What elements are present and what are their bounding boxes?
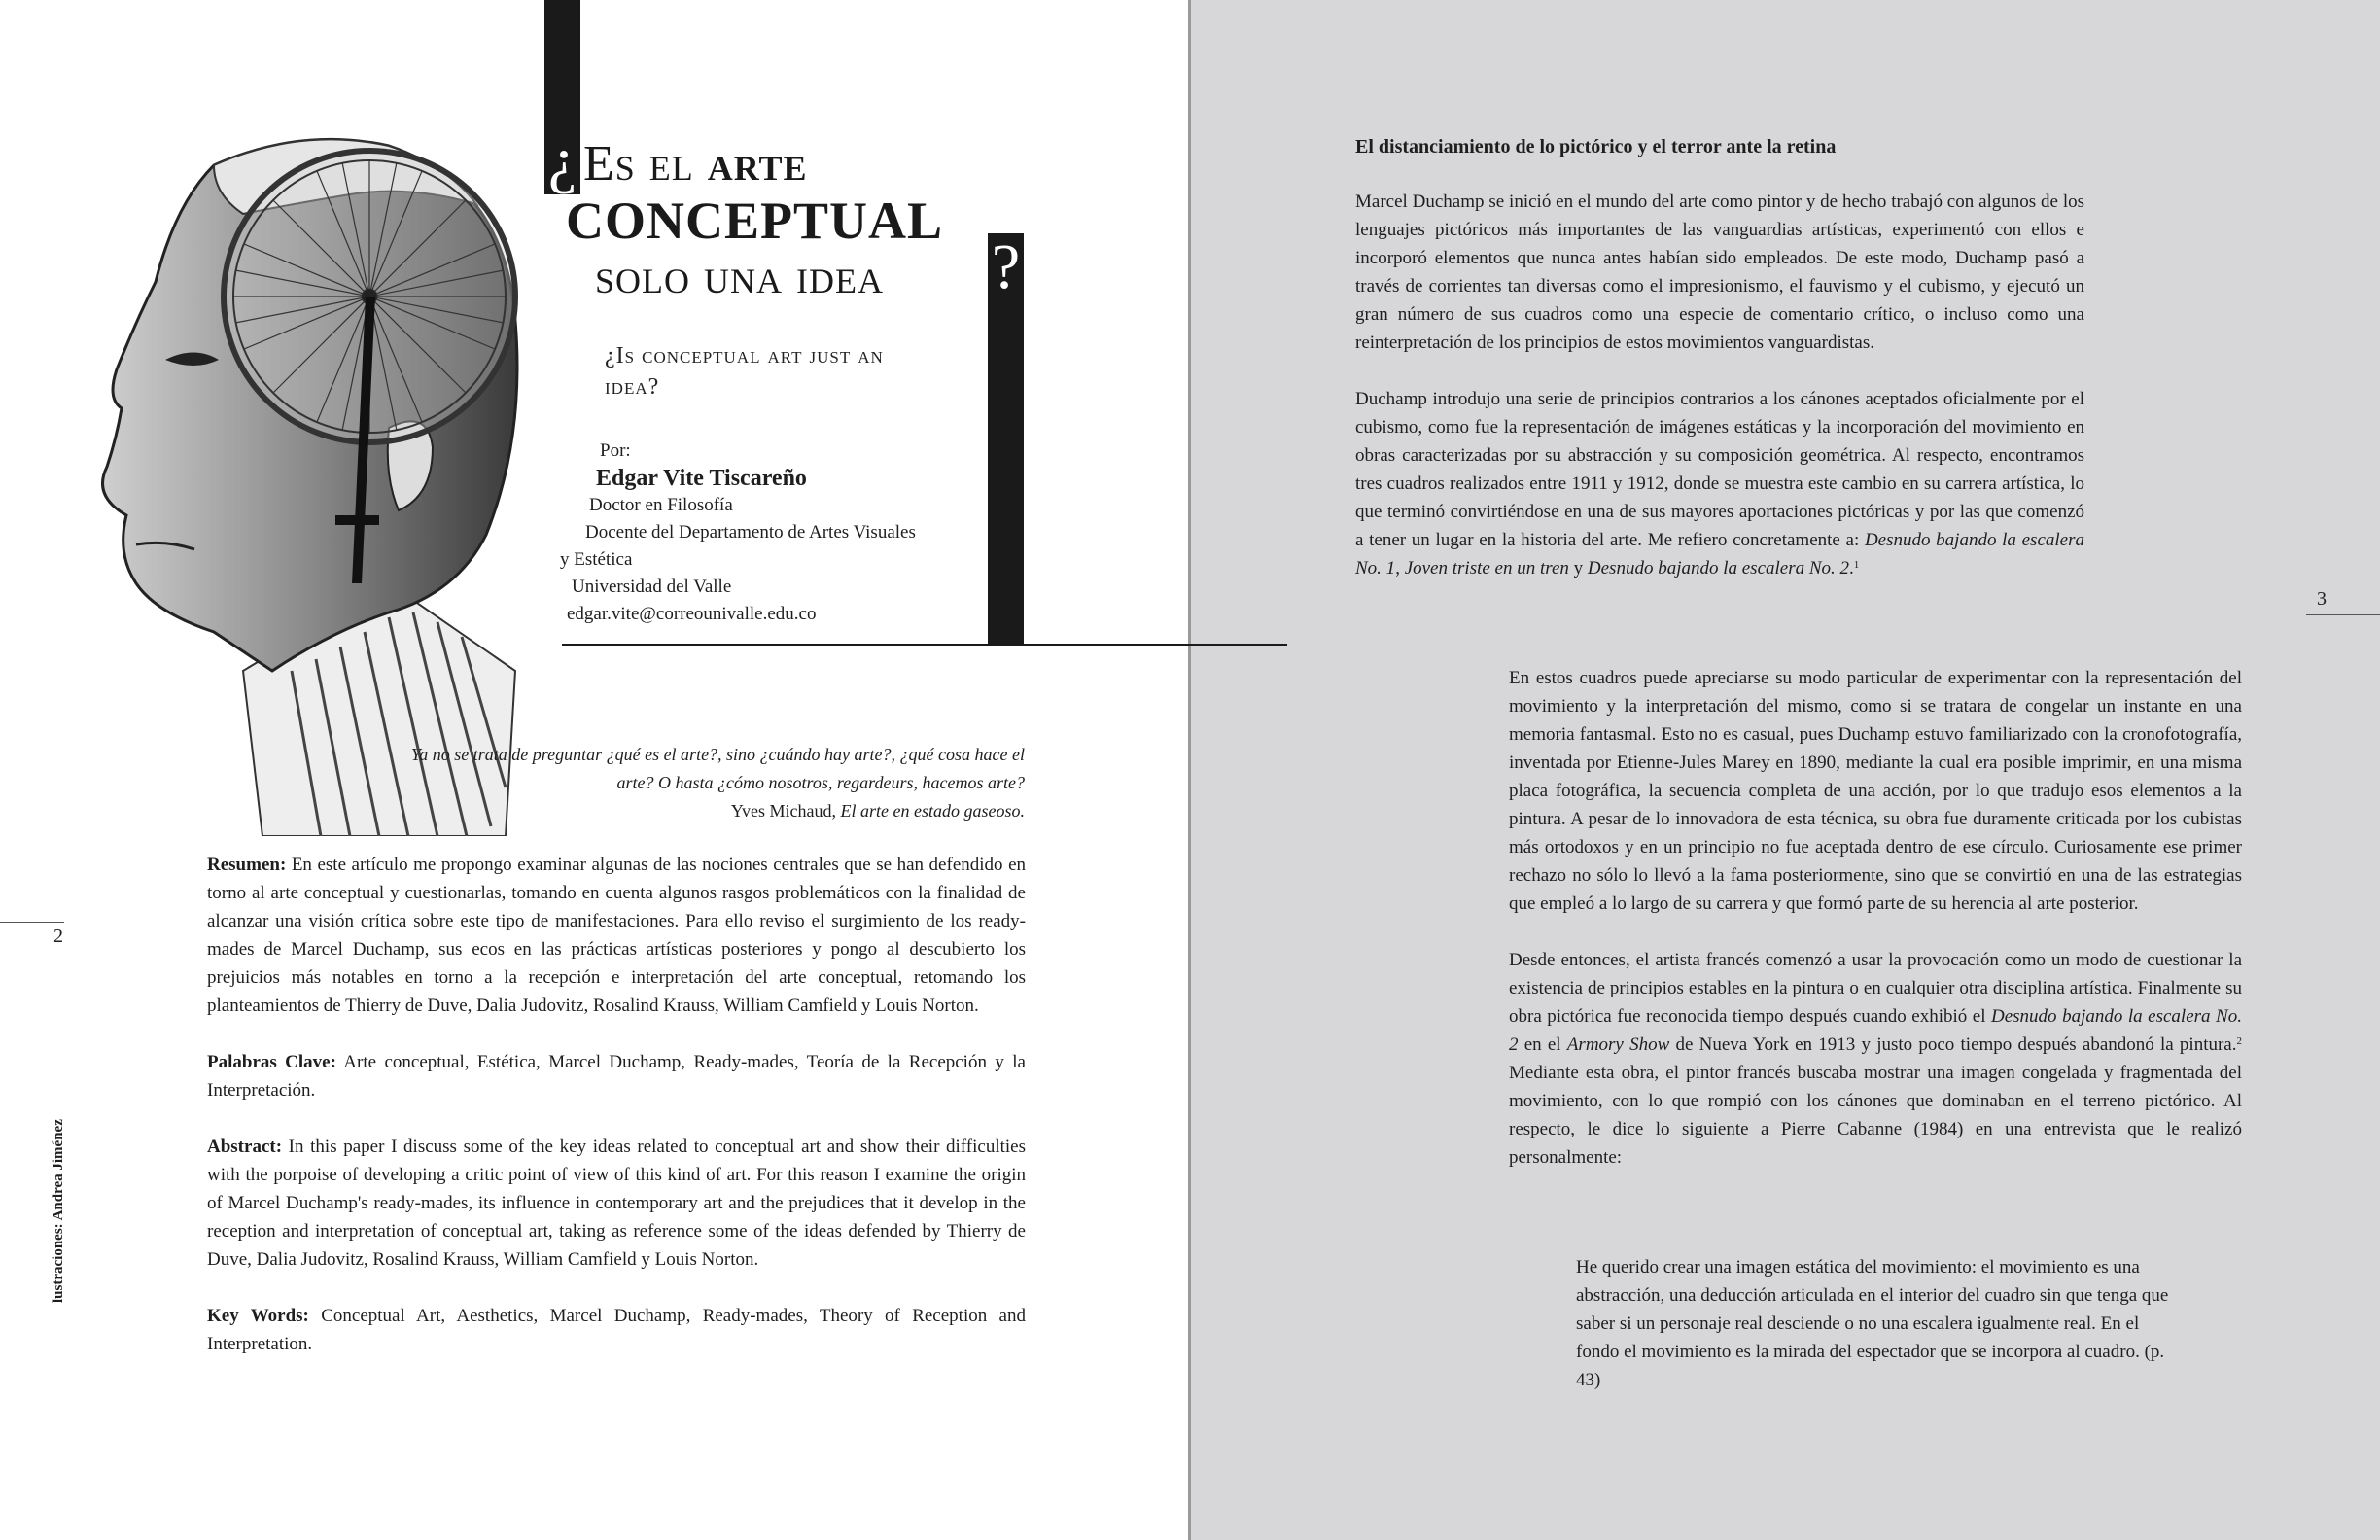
- palabras-clave-label: Palabras Clave:: [207, 1052, 336, 1072]
- paragraph-4-text-d: Mediante esta obra, el pintor francés buscaba mostrar una imagen congelada y fragmentada del movimiento, con lo que rompió con los cánones que dominaban en el terreno pictórico. Al respecto, le dice lo siguiente a Pierre Cabanne (1984) en una entrevista que le realizó personalmente:: [1509, 1063, 2242, 1168]
- resumen-paragraph: [207, 851, 1026, 1020]
- title-rule: [562, 644, 1190, 646]
- byline: [560, 438, 916, 628]
- illustration-head-with-bicycle-wheel: [97, 126, 564, 836]
- palabras-clave-paragraph: [207, 1048, 1026, 1104]
- separator-2: y: [1568, 558, 1588, 578]
- paragraph-4-text-b: en el: [1518, 1034, 1567, 1055]
- author-name: Edgar Vite Tiscareño: [596, 466, 807, 491]
- keywords-label: Key Words:: [207, 1306, 309, 1326]
- author-position-1: Docente del Departamento de Artes Visuales: [585, 522, 916, 542]
- epigraph-citation-work: El arte en estado gaseoso.: [840, 801, 1025, 821]
- title-close-question-mark: ?: [991, 231, 1021, 302]
- paragraph-4: [1509, 946, 2242, 1172]
- page-number-rule-right: [2306, 614, 2380, 615]
- left-column: [207, 851, 1026, 1386]
- title-line-1: [583, 136, 943, 192]
- title-line-2: CONCEPTUAL: [566, 192, 944, 250]
- paragraph-2: [1355, 385, 2084, 582]
- abstract-text: In this paper I discuss some of the key ideas related to conceptual art and show their difficulties with the porpoise of developing a critic point of view of this kind of art. For this reason I examine the origin of Marcel Duchamp's ready-mades, its influence in contemporary art and the prejudices that it develop in the reception and interpretation of conceptual art, taking as reference some of the ideas defended by Thierry de Duve, Dalia Judovitz, Rosalind Krauss, William Camfield y Louis Norton.: [207, 1137, 1026, 1270]
- title-line-3: solo una idea: [595, 249, 884, 304]
- paragraph-1: Marcel Duchamp se inició en el mundo del arte como pintor y de hecho trabajó con algunos de los lenguajes pictóricos más importantes de las vanguardias artísticas, experimentó con ellos e incorporó elementos que nunca antes habían sido empleados. De este modo, Duchamp pasó a través de corrientes tan diversas como el impresionismo, el fauvismo y el cubismo, y ejecutó un gran número de sus cuadros como una especie de comentario crítico, o incluso como una reinterpretación de los principios de estos movimientos vanguardistas.: [1355, 192, 2084, 353]
- paragraph-4-text-c: de Nueva York en 1913 y justo poco tiempo después abandonó la pintura.: [1669, 1034, 2237, 1055]
- author-degree: Doctor en Filosofía: [589, 495, 733, 515]
- right-column-lower: [1509, 664, 2242, 1200]
- keywords-text: Conceptual Art, Aesthetics, Marcel Duchamp, Ready-mades, Theory of Reception and Interpretation.: [207, 1306, 1026, 1354]
- resumen-text: En este artículo me propongo examinar algunas de las nociones centrales que se han defendido en torno al arte conceptual y cuestionarlas, tomando en cuenta algunos rasgos problemáticos con la finalidad de alcanzar una visión crítica sobre este tipo de manifestaciones. Para ello reviso el surgimiento de los ready-mades de Marcel Duchamp, sus ecos en las prácticas artísticas posteriores y pongo al descubierto los prejuicios más notables en torno a la recepción e interpretación del arte conceptual, retomando los planteamientos de Thierry de Duve, Dalia Judovitz, Rosalind Krauss, William Camfield y Louis Norton.: [207, 855, 1026, 1016]
- abstract-paragraph: [207, 1133, 1026, 1274]
- page-gutter: [1188, 0, 1191, 1540]
- resumen-label: Resumen:: [207, 855, 287, 875]
- byline-por: Por:: [600, 440, 631, 461]
- epigraph-citation: [389, 797, 1025, 825]
- work-title-2: Joven triste en un tren: [1404, 558, 1569, 578]
- title-rule-extension: [1190, 644, 1287, 646]
- epigraph-text: Ya no se trata de preguntar ¿qué es el arte?, sino ¿cuándo hay arte?, ¿qué cosa hace el arte? O hasta ¿cómo nosotros, regardeurs, hacemos arte?: [410, 745, 1025, 792]
- illustration-credit: lustraciones: Andrea Jiménez: [51, 1119, 66, 1303]
- author-position-2: y Estética: [560, 549, 633, 570]
- block-quote: He querido crear una imagen estática del movimiento: el movimiento es una abstracción, una deducción articulada en el interior del cuadro sin que tenga que saber si un personaje real desciende o no una escalera igualmente real. En el fondo el movimiento es la mirada del espectador que se incorpora al cuadro. (p. 43): [1576, 1257, 2169, 1390]
- section-heading: El distanciamiento de lo pictórico y el terror ante la retina: [1355, 136, 1837, 158]
- page-number-right: 3: [2317, 588, 2327, 610]
- paragraph-2-end: .: [1849, 558, 1854, 578]
- article-subtitle: ¿Is conceptual art just an idea?: [605, 343, 884, 400]
- keywords-paragraph: [207, 1302, 1026, 1358]
- author-email: edgar.vite@correounivalle.edu.co: [567, 604, 817, 624]
- epigraph: [389, 741, 1025, 825]
- author-university: Universidad del Valle: [572, 577, 732, 597]
- palabras-clave-text: Arte conceptual, Estética, Marcel Duchamp, Ready-mades, Teoría de la Recepción y la Interpretación.: [207, 1052, 1026, 1101]
- epigraph-citation-author: Yves Michaud,: [730, 801, 841, 821]
- armory-show: Armory Show: [1566, 1034, 1670, 1055]
- article-title: [566, 136, 944, 305]
- right-column-upper: [1355, 188, 2084, 611]
- paragraph-3: En estos cuadros puede apreciarse su modo particular de experimentar con la representación del movimiento y la interpretación del mismo, como si se tratara de congelar un instante en una memoria fantasmal. Esto no es casual, pues Duchamp estuvo familiarizado con la cronofotografía, inventada por Etienne-Jules Marey en 1890, mediante la cual era posible imprimir, en una misma placa fotográfica, la secuencia completa de una acción, por lo que tradujo esos elementos a la pintura. A pesar de lo innovadora de esta técnica, su obra fue duramente criticada por los cubistas más ortodoxos y en un principio no fue aceptada dentro de ese círculo. Curiosamente ese primer rechazo no sólo lo llevó a la fama posteriormente, sino que se convirtió en una de las estrategias que empleó a lo largo de su carrera y que formó parte de su herencia al arte posterior.: [1509, 668, 2242, 914]
- work-title-1: Desnudo bajando la escalera No. 1: [1355, 530, 2084, 578]
- separator-1: ,: [1395, 558, 1405, 578]
- page-number-rule-left: [0, 922, 64, 923]
- page-number-left: 2: [53, 926, 63, 947]
- title-line-1-prefix: Es el: [583, 136, 708, 192]
- work-title-3: Desnudo bajando la escalera No. 2: [1587, 558, 1850, 578]
- abstract-label: Abstract:: [207, 1137, 283, 1157]
- paragraph-4-text-a: Desde entonces, el artista francés comenzó a usar la provocación como un modo de cuestionar la existencia de principios estables en la pintura o en cualquier otra disciplina artística. Finalmente su obra pictórica fue reconocida tiempo después cuando exhibió el: [1509, 950, 2242, 1027]
- title-open-question-mark: ¿: [547, 124, 578, 195]
- paragraph-2-text: Duchamp introdujo una serie de principios contrarios a los cánones aceptados oficialmente por el cubismo, como fue la representación de imágenes estáticas y la incorporación del movimiento en obras caracterizadas por su abstracción y su composición geométrica. Al respecto, encontramos tres cuadros realizados entre 1911 y 1912, donde se muestra este cambio en su carrera artística, lo que terminó convirtiéndose en una de sus mayores aportaciones pictóricas y por las que comenzó a tener un lugar en la historia del arte. Me refiero concretamente a:: [1355, 389, 2084, 550]
- footnote-ref-1[interactable]: 1: [1853, 559, 1860, 571]
- work-title-desnudo: Desnudo bajando la escalera No. 2: [1509, 1006, 2242, 1055]
- footnote-ref-2[interactable]: 2: [2236, 1035, 2242, 1047]
- title-line-1-bold: arte: [707, 136, 808, 192]
